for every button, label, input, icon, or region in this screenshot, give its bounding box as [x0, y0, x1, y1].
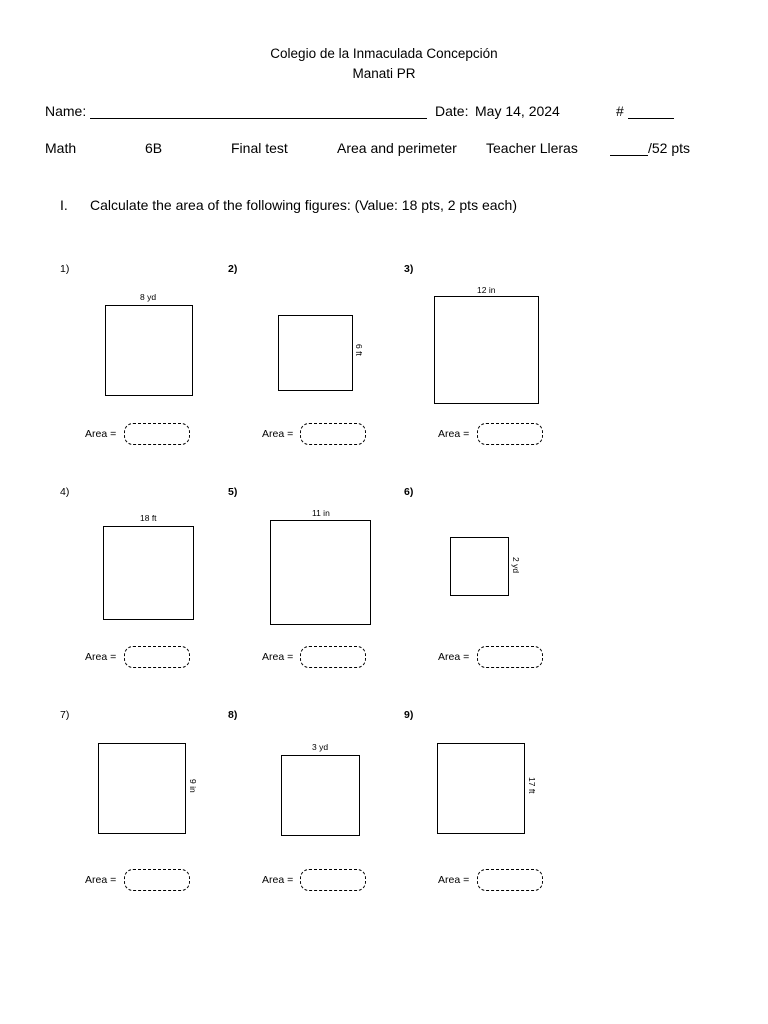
problem-7-number: 7) [60, 709, 70, 721]
problem-2-area-label: Area = [262, 428, 294, 440]
test-name: Final test [231, 140, 288, 156]
problem-1-area-label: Area = [85, 428, 117, 440]
date-value: May 14, 2024 [475, 103, 560, 119]
problem-3-area-label: Area = [438, 428, 470, 440]
problem-9-area-label: Area = [438, 874, 470, 886]
group: 6B [145, 140, 163, 156]
section-numeral: I. [60, 197, 68, 213]
problem-6-answer-box[interactable] [477, 646, 543, 668]
problem-2-answer-box[interactable] [300, 423, 366, 445]
number-label: # [616, 103, 624, 119]
problem-4-dimension: 18 ft [140, 513, 157, 523]
name-blank[interactable] [90, 118, 427, 119]
school-location: Manati PR [352, 66, 416, 81]
date-label: Date: [435, 103, 469, 119]
problem-8-answer-box[interactable] [300, 869, 366, 891]
problem-1-answer-box[interactable] [124, 423, 190, 445]
problem-8-number: 8) [228, 709, 238, 721]
problem-3-answer-box[interactable] [477, 423, 543, 445]
problem-6-square [450, 537, 509, 596]
name-label: Name: [45, 103, 87, 119]
problem-4-number: 4) [60, 486, 70, 498]
problem-9-answer-box[interactable] [477, 869, 543, 891]
problem-9-square [437, 743, 525, 834]
topic: Area and perimeter [337, 140, 457, 156]
problem-1-number: 1) [60, 263, 70, 275]
problem-9-dimension: 17 ft [527, 777, 537, 794]
problem-9-number: 9) [404, 709, 414, 721]
school-name: Colegio de la Inmaculada Concepción [270, 46, 498, 61]
problem-5-area-label: Area = [262, 651, 294, 663]
problem-8-area-label: Area = [262, 874, 294, 886]
problem-6-area-label: Area = [438, 651, 470, 663]
problem-7-area-label: Area = [85, 874, 117, 886]
problem-3-square [434, 296, 539, 404]
problem-7-answer-box[interactable] [124, 869, 190, 891]
score-blank[interactable] [610, 155, 648, 156]
problem-2-square [278, 315, 353, 391]
problem-5-square [270, 520, 371, 625]
problem-7-square [98, 743, 186, 834]
problem-5-dimension: 11 in [312, 508, 330, 518]
problem-3-number: 3) [404, 263, 414, 275]
problem-5-number: 5) [228, 486, 238, 498]
problem-2-dimension: 6 ft [354, 344, 364, 356]
problem-6-number: 6) [404, 486, 414, 498]
problem-2-number: 2) [228, 263, 238, 275]
number-blank[interactable] [628, 118, 674, 119]
problem-7-dimension: 9 in [188, 779, 198, 793]
subject: Math [45, 140, 77, 156]
problem-6-dimension: 2 yd [511, 557, 521, 574]
problem-4-answer-box[interactable] [124, 646, 190, 668]
problem-4-square [103, 526, 194, 620]
problem-3-dimension: 12 in [477, 285, 496, 295]
problem-1-square [105, 305, 193, 396]
problem-1-dimension: 8 yd [140, 292, 157, 302]
problem-4-area-label: Area = [85, 651, 117, 663]
problem-5-answer-box[interactable] [300, 646, 366, 668]
problem-8-square [281, 755, 360, 836]
teacher: Teacher Lleras [486, 140, 578, 156]
section-instruction: Calculate the area of the following figures: (Value: 18 pts, 2 pts each) [90, 197, 517, 213]
total-points: /52 pts [648, 140, 691, 156]
problem-8-dimension: 3 yd [312, 742, 329, 752]
